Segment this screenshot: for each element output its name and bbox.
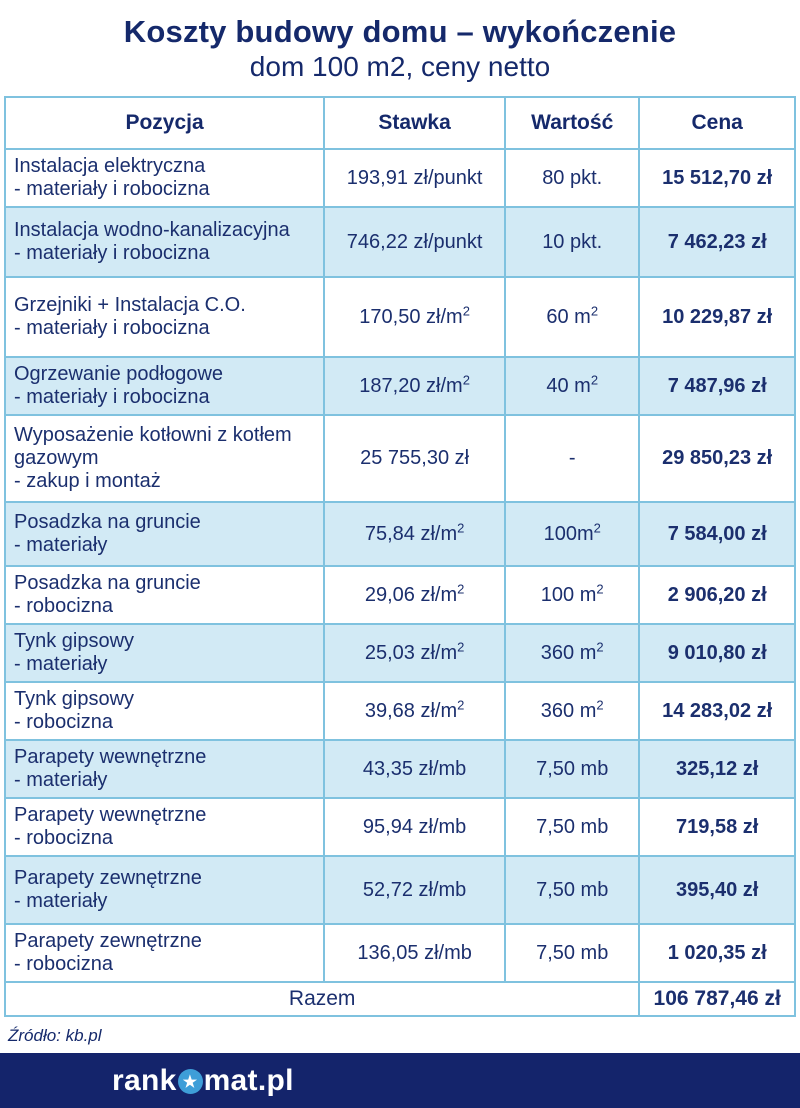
cena-cell <box>639 502 795 566</box>
column-header-stawka: Stawka <box>324 97 505 149</box>
wartosc-value: 100m <box>543 522 594 545</box>
wartosc-value: 7,50 mb <box>536 757 609 780</box>
stawka-cell <box>324 624 505 682</box>
superscript: 2 <box>590 371 599 387</box>
item-subname: - materiały <box>14 653 108 675</box>
stawka-value: 25,03 zł/m <box>364 641 458 664</box>
superscript: 2 <box>457 696 465 712</box>
table-row <box>5 740 795 798</box>
star-icon: ★ <box>178 1069 203 1094</box>
stawka-value: 75,84 zł/m <box>364 522 458 545</box>
stawka-value: 25 755,30 zł <box>360 447 470 469</box>
item-subname: - materiały <box>14 890 108 912</box>
column-header-wartosc: Wartość <box>505 97 639 149</box>
wartosc-value: 7,50 mb <box>536 815 609 838</box>
pozycja-cell <box>5 856 324 924</box>
costs-table <box>4 96 796 1017</box>
superscript: 2 <box>462 371 470 387</box>
logo-text-prefix: rank <box>112 1063 177 1097</box>
cena-value: 7 584,00 zł <box>667 522 767 545</box>
stawka-cell <box>324 502 505 566</box>
cena-cell <box>639 924 795 982</box>
wartosc-value: - <box>568 447 576 469</box>
stawka-value: 187,20 zł/m <box>359 374 463 397</box>
superscript: 2 <box>457 519 465 535</box>
stawka-cell <box>324 798 505 856</box>
wartosc-cell <box>505 207 639 277</box>
cena-value: 7 462,23 zł <box>667 230 767 253</box>
cena-cell <box>639 207 795 277</box>
superscript: 2 <box>457 580 465 596</box>
cena-value: 7 487,96 zł <box>667 374 767 397</box>
title-block <box>0 0 800 83</box>
total-row <box>5 982 795 1016</box>
table-row <box>5 149 795 207</box>
item-name: Tynk gipsowy <box>14 630 135 652</box>
stawka-value: 193,91 zł/punkt <box>346 166 483 189</box>
item-name: Instalacja elektryczna <box>14 155 206 177</box>
wartosc-value: 60 m <box>546 305 591 328</box>
wartosc-cell <box>505 740 639 798</box>
wartosc-value: 80 pkt. <box>542 166 603 189</box>
item-subname: - robocizna <box>14 595 113 617</box>
wartosc-value: 7,50 mb <box>536 941 609 964</box>
column-header-cena: Cena <box>639 97 795 149</box>
superscript: 2 <box>462 302 470 318</box>
wartosc-cell <box>505 682 639 740</box>
item-name: Tynk gipsowy <box>14 688 135 710</box>
item-name: Posadzka na gruncie <box>14 572 201 594</box>
column-header-pozycja: Pozycja <box>5 97 324 149</box>
item-name: Parapety wewnętrzne <box>14 804 207 826</box>
item-name: Grzejniki + Instalacja C.O. <box>14 294 246 316</box>
item-name: Parapety zewnętrzne <box>14 930 202 952</box>
cena-value: 1 020,35 zł <box>667 941 767 964</box>
item-subname: - materiały <box>14 769 108 791</box>
wartosc-value: 40 m <box>546 374 591 397</box>
pozycja-cell <box>5 624 324 682</box>
pozycja-cell <box>5 740 324 798</box>
cena-value: 15 512,70 zł <box>662 166 773 189</box>
table-row <box>5 624 795 682</box>
stawka-value: 29,06 zł/m <box>364 583 458 606</box>
footer-bar <box>0 1053 800 1108</box>
wartosc-value: 100 m <box>540 583 597 606</box>
stawka-cell <box>324 924 505 982</box>
pozycja-cell <box>5 682 324 740</box>
stawka-cell <box>324 415 505 502</box>
logo-text-suffix: mat.pl <box>203 1063 294 1097</box>
cena-value: 29 850,23 zł <box>662 447 773 469</box>
item-subname: - materiały i robocizna <box>14 317 210 339</box>
cena-value: 2 906,20 zł <box>667 583 767 606</box>
item-subname: - materiały <box>14 534 108 556</box>
item-name: Posadzka na gruncie <box>14 511 201 533</box>
wartosc-cell <box>505 798 639 856</box>
cena-cell <box>639 357 795 415</box>
cena-value: 325,12 zł <box>676 757 759 780</box>
wartosc-cell <box>505 415 639 502</box>
table-footer <box>5 982 795 1016</box>
table-row <box>5 502 795 566</box>
wartosc-value: 7,50 mb <box>536 878 609 901</box>
page-subtitle: dom 100 m2, ceny netto <box>249 51 551 82</box>
wartosc-cell <box>505 566 639 624</box>
table-row <box>5 277 795 357</box>
table-row <box>5 682 795 740</box>
rankomat-logo <box>112 1064 294 1098</box>
item-name: Parapety zewnętrzne <box>14 867 202 889</box>
stawka-value: 170,50 zł/m <box>359 305 463 328</box>
wartosc-cell <box>505 277 639 357</box>
wartosc-value: 360 m <box>540 641 597 664</box>
cena-value: 9 010,80 zł <box>667 641 767 664</box>
superscript: 2 <box>593 519 601 535</box>
table-row <box>5 566 795 624</box>
superscript: 2 <box>596 580 604 596</box>
wartosc-value: 10 pkt. <box>542 230 603 253</box>
stawka-value: 136,05 zł/mb <box>357 941 472 964</box>
wartosc-value: 360 m <box>540 699 597 722</box>
table-row <box>5 798 795 856</box>
cena-value: 14 283,02 zł <box>662 699 773 722</box>
cena-cell <box>639 277 795 357</box>
cena-cell <box>639 856 795 924</box>
stawka-value: 746,22 zł/punkt <box>346 230 483 253</box>
wartosc-cell <box>505 149 639 207</box>
stawka-value: 95,94 zł/mb <box>362 815 467 838</box>
pozycja-cell <box>5 502 324 566</box>
pozycja-cell <box>5 207 324 277</box>
wartosc-cell <box>505 502 639 566</box>
stawka-value: 52,72 zł/mb <box>362 878 467 901</box>
stawka-cell <box>324 566 505 624</box>
wartosc-cell <box>505 924 639 982</box>
cena-value: 10 229,87 zł <box>662 305 773 328</box>
superscript: 2 <box>596 638 604 654</box>
source-note: Źródło: kb.pl <box>8 1026 102 1045</box>
stawka-cell <box>324 277 505 357</box>
cena-cell <box>639 682 795 740</box>
item-subname: - materiały i robocizna <box>14 178 210 200</box>
stawka-cell <box>324 682 505 740</box>
pozycja-cell <box>5 415 324 502</box>
pozycja-cell <box>5 924 324 982</box>
cena-cell <box>639 149 795 207</box>
cena-value: 719,58 zł <box>676 815 759 838</box>
total-value: 106 787,46 zł <box>639 982 795 1016</box>
item-subname: - materiały i robocizna <box>14 242 210 264</box>
table-header <box>5 97 795 149</box>
cena-value: 395,40 zł <box>676 878 759 901</box>
total-label: Razem <box>5 982 639 1016</box>
item-name: Parapety wewnętrzne <box>14 746 207 768</box>
wartosc-cell <box>505 624 639 682</box>
pozycja-cell <box>5 277 324 357</box>
wartosc-cell <box>505 856 639 924</box>
item-name: Wyposażenie kotłowni z kotłem gazowym <box>14 424 292 469</box>
cena-cell <box>639 798 795 856</box>
item-name: Instalacja wodno-kanalizacyjna <box>14 219 290 241</box>
stawka-value: 39,68 zł/m <box>364 699 458 722</box>
table-row <box>5 924 795 982</box>
item-subname: - robocizna <box>14 953 113 975</box>
header-row <box>5 97 795 149</box>
item-subname: - zakup i montaż <box>14 470 161 492</box>
table-row <box>5 415 795 502</box>
stawka-cell <box>324 149 505 207</box>
stawka-cell <box>324 207 505 277</box>
pozycja-cell <box>5 149 324 207</box>
cena-cell <box>639 624 795 682</box>
table-row <box>5 207 795 277</box>
stawka-cell <box>324 357 505 415</box>
wartosc-cell <box>505 357 639 415</box>
stawka-cell <box>324 856 505 924</box>
pozycja-cell <box>5 357 324 415</box>
superscript: 2 <box>596 696 604 712</box>
item-subname: - robocizna <box>14 711 113 733</box>
cena-cell <box>639 566 795 624</box>
item-subname: - materiały i robocizna <box>14 386 210 408</box>
stawka-value: 43,35 zł/mb <box>362 757 467 780</box>
table-row <box>5 357 795 415</box>
table-body <box>5 149 795 982</box>
pozycja-cell <box>5 798 324 856</box>
superscript: 2 <box>457 638 465 654</box>
cena-cell <box>639 740 795 798</box>
superscript: 2 <box>590 302 599 318</box>
table-row <box>5 856 795 924</box>
stawka-cell <box>324 740 505 798</box>
cena-cell <box>639 415 795 502</box>
page-title: Koszty budowy domu – wykończenie <box>123 14 677 49</box>
pozycja-cell <box>5 566 324 624</box>
item-name: Ogrzewanie podłogowe <box>14 363 224 385</box>
item-subname: - robocizna <box>14 827 113 849</box>
